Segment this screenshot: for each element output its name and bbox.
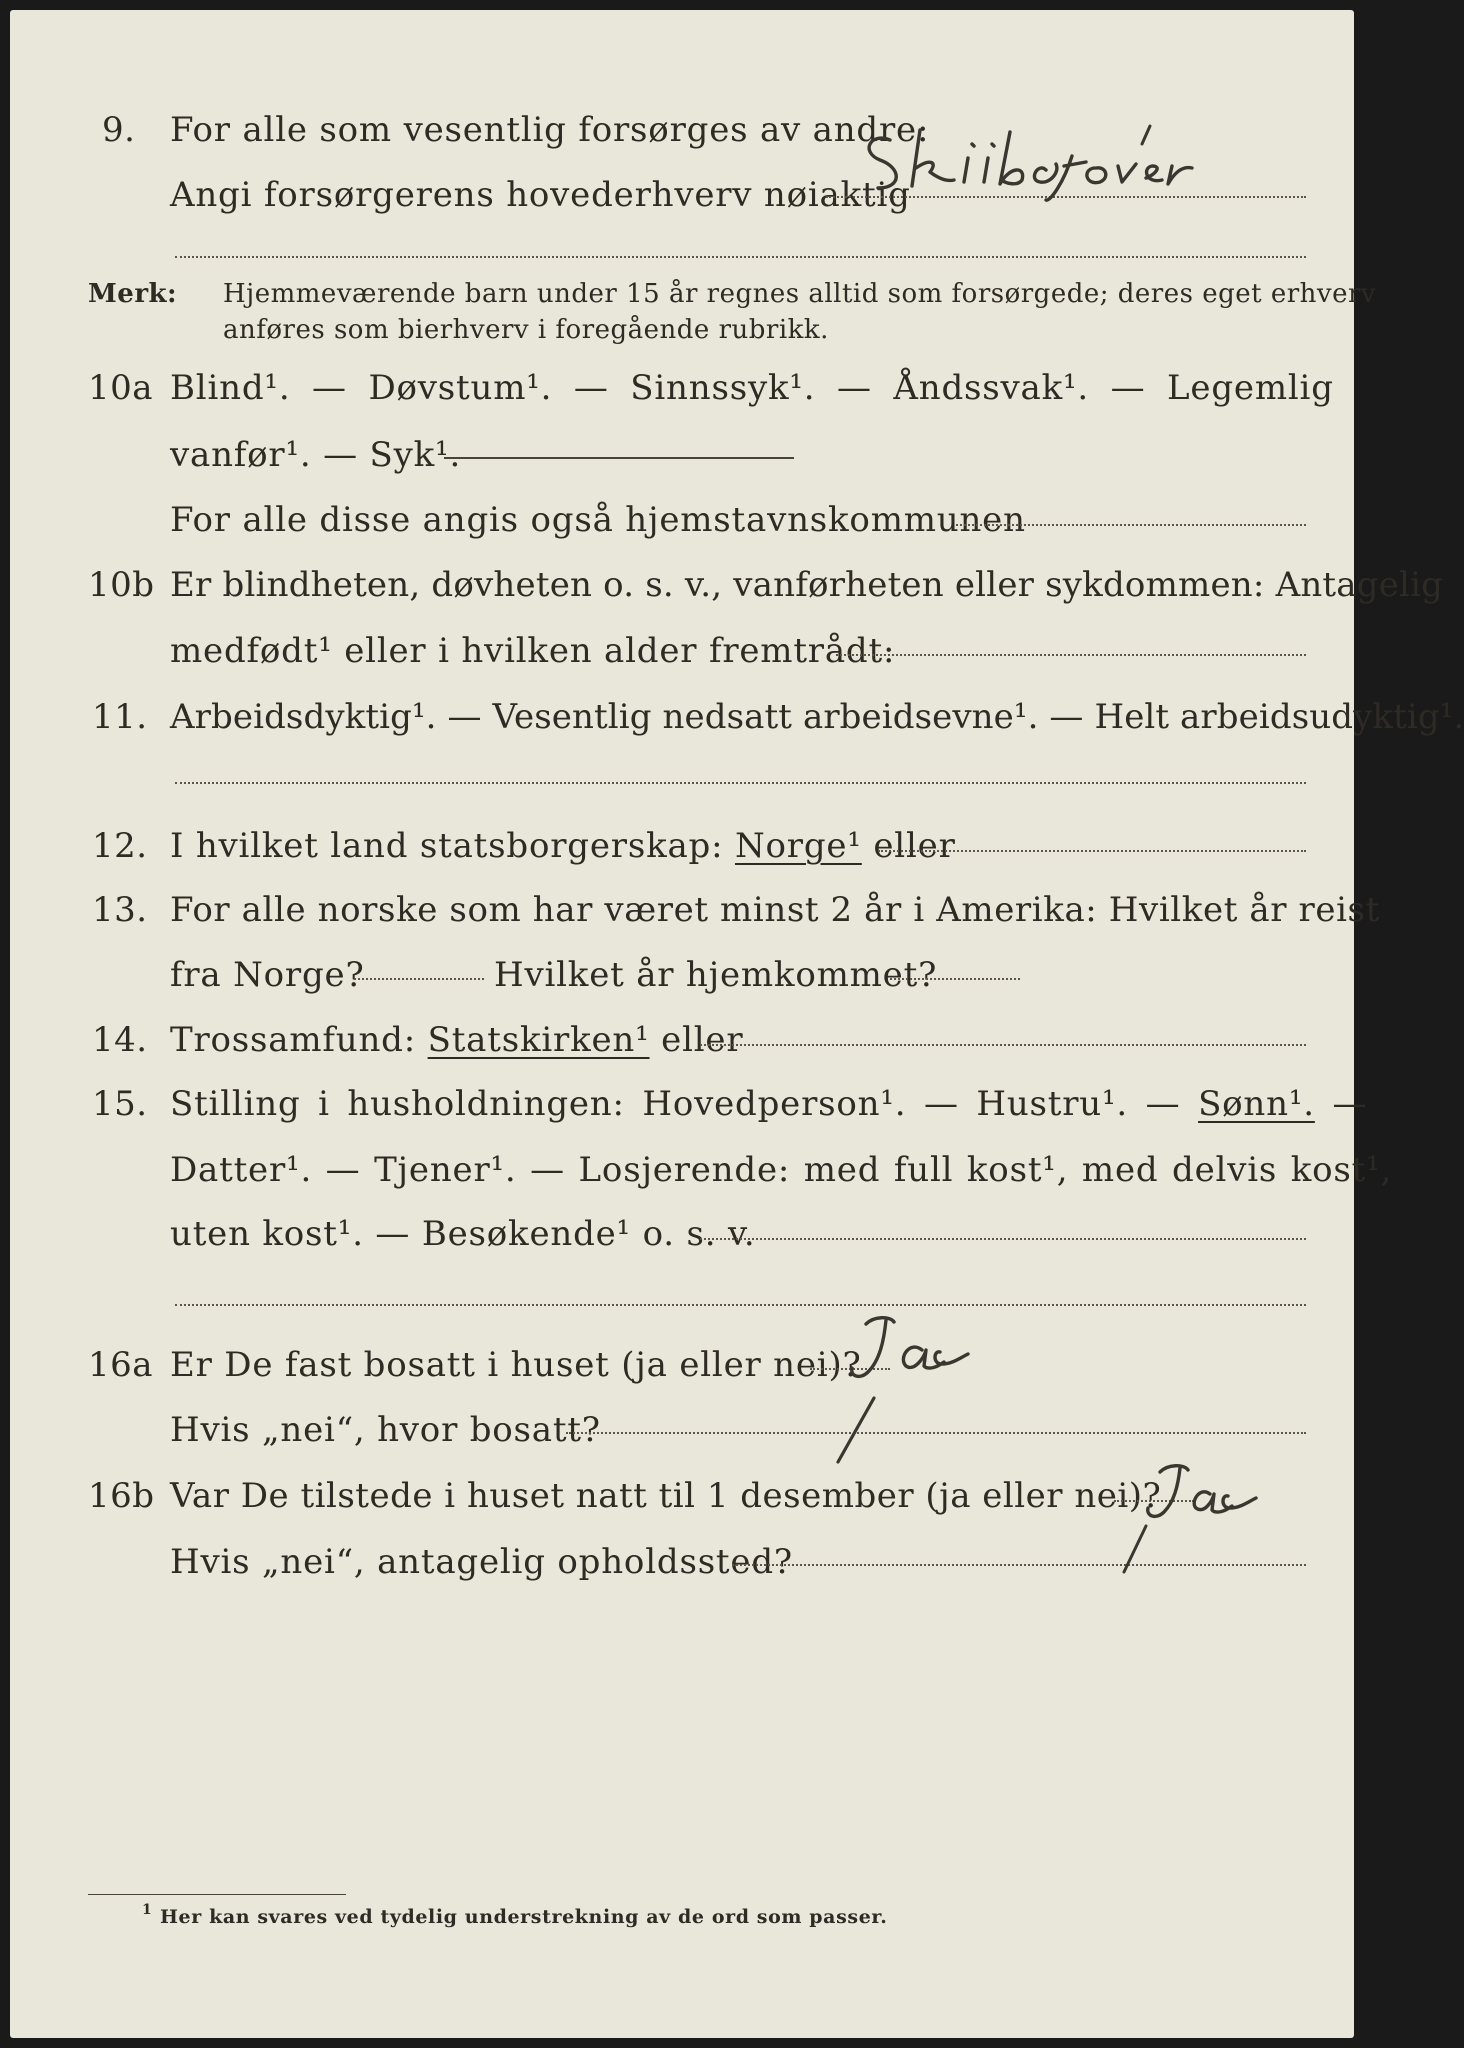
q14-underlined-statskirken: Statskirken¹	[427, 1020, 650, 1060]
q13-text2b: Hvilket år hjemkommet?	[494, 955, 938, 995]
q15-line1	[10, 1084, 1368, 1144]
q16a-text1: Er De fast bosatt i huset (ja eller nei)?	[170, 1345, 862, 1385]
q12-line1	[10, 826, 1354, 886]
q15-answer-field[interactable]	[700, 1238, 1306, 1240]
q15-text2: Datter¹. — Tjener¹. — Losjerende: med full kost¹, med delvis kost¹,	[170, 1150, 1393, 1190]
q10a-hometown-field[interactable]	[956, 524, 1306, 526]
q13-return-year-field[interactable]	[890, 978, 1020, 980]
q13-text2a: fra Norge?	[170, 955, 365, 995]
q10a-line2	[10, 435, 1354, 495]
q9-text1: For alle som vesentlig forsørges av andre:	[170, 110, 930, 150]
q10b-number: 10b	[88, 565, 155, 605]
q15-prefix: Stilling i husholdningen: Hovedperson¹. — Hustru¹. —	[170, 1084, 1181, 1124]
q11-number: 11.	[92, 697, 148, 737]
q14-text	[170, 1020, 743, 1060]
q10b-text1: Er blindheten, døvheten o. s. v., vanførheten eller sykdommen: Antagelig	[170, 565, 1444, 605]
q16a-line1	[10, 1345, 1354, 1405]
q14-number: 14.	[92, 1020, 148, 1060]
q12-suffix: eller	[873, 826, 956, 866]
q11-line1	[10, 697, 1464, 757]
footnote-text: Her kan svares ved tydelig understrekning av de ord som passer.	[160, 1906, 888, 1928]
q16a-where-field[interactable]	[566, 1432, 1306, 1434]
q15-line2	[10, 1150, 1393, 1210]
q10b-text2: medfødt¹ eller i hvilken alder fremtrådt:	[170, 631, 896, 671]
q15-number: 15.	[92, 1084, 148, 1124]
q13-text1: For alle norske som har været minst 2 år i Amerika: Hvilket år reist	[170, 890, 1380, 930]
q15-underlined-sonn: Sønn¹.	[1198, 1084, 1315, 1124]
q10a-text2: vanfør¹. — Syk¹.	[170, 435, 462, 475]
merk-text2: anføres som bierhverv i foregående rubrikk.	[223, 315, 829, 345]
q9-continuation-line[interactable]	[175, 256, 1306, 258]
q15-suffix: —	[1332, 1084, 1368, 1124]
q15-line3	[10, 1214, 1354, 1274]
q10a-line3	[10, 500, 1354, 560]
q14-suffix: eller	[661, 1020, 744, 1060]
q11-answer-field[interactable]	[175, 782, 1306, 784]
q16b-number: 16b	[88, 1476, 155, 1516]
q9-number: 9.	[102, 110, 136, 150]
q15-text3: uten kost¹. — Besøkende¹ o. s. v.	[170, 1214, 756, 1254]
q14-answer-field[interactable]	[700, 1044, 1306, 1046]
q12-underlined-norge: Norge¹	[734, 826, 862, 866]
q16a-slash-mark	[828, 1390, 888, 1470]
q10a-answer-field[interactable]	[444, 457, 794, 459]
q16b-where-field[interactable]	[732, 1564, 1306, 1566]
merk-label: Merk:	[88, 279, 178, 309]
q10b-line2	[10, 631, 1354, 691]
footnote-rule	[88, 1894, 346, 1895]
q9-handwritten-answer	[850, 122, 1250, 202]
q11-text1: Arbeidsdyktig¹. — Vesentlig nedsatt arbeidsevne¹. — Helt arbeidsudyktig¹.	[170, 697, 1464, 737]
q16b-text1: Var De tilstede i huset natt til 1 desember (ja eller nei)?	[170, 1476, 1162, 1516]
q9-text2: Angi forsørgerens hovederhverv nøiaktig	[170, 175, 911, 215]
q16b-text2: Hvis „nei“, antagelig opholdssted?	[170, 1542, 793, 1582]
q12-number: 12.	[92, 826, 148, 866]
q16a-number: 16a	[88, 1345, 154, 1385]
q13-line1	[10, 890, 1380, 950]
q10a-number: 10a	[88, 368, 154, 408]
q14-line1	[10, 1020, 1354, 1080]
q10b-line1	[10, 565, 1444, 625]
q16b-handwritten-answer	[1138, 1458, 1278, 1528]
footnote-marker: 1	[142, 1902, 153, 1918]
q13-number: 13.	[92, 890, 148, 930]
q12-prefix: I hvilket land statsborgerskap:	[170, 826, 724, 866]
q10a-line1	[10, 368, 1354, 428]
q10a-text3: For alle disse angis også hjemstavnskommunen	[170, 500, 1026, 540]
q10b-answer-field[interactable]	[836, 654, 1306, 656]
q12-answer-field[interactable]	[878, 850, 1306, 852]
merk-text1: Hjemmeværende barn under 15 år regnes alltid som forsørgede; deres eget erhverv	[223, 279, 1377, 309]
q14-prefix: Trossamfund:	[170, 1020, 417, 1060]
q12-text	[170, 826, 956, 866]
q13-line2	[10, 955, 1354, 1015]
q13-departure-year-field[interactable]	[354, 978, 484, 980]
q15-text1	[170, 1084, 1367, 1124]
q16a-handwritten-answer	[840, 1310, 990, 1390]
q16a-text2: Hvis „nei“, hvor bosatt?	[170, 1410, 601, 1450]
census-form-page	[10, 10, 1464, 2038]
q10a-text1: Blind¹. — Døvstum¹. — Sinnssyk¹. — Åndssvak¹. — Legemlig	[170, 368, 1334, 408]
q16b-slash-mark	[1110, 1520, 1160, 1580]
q15-continuation-line[interactable]	[175, 1304, 1306, 1306]
